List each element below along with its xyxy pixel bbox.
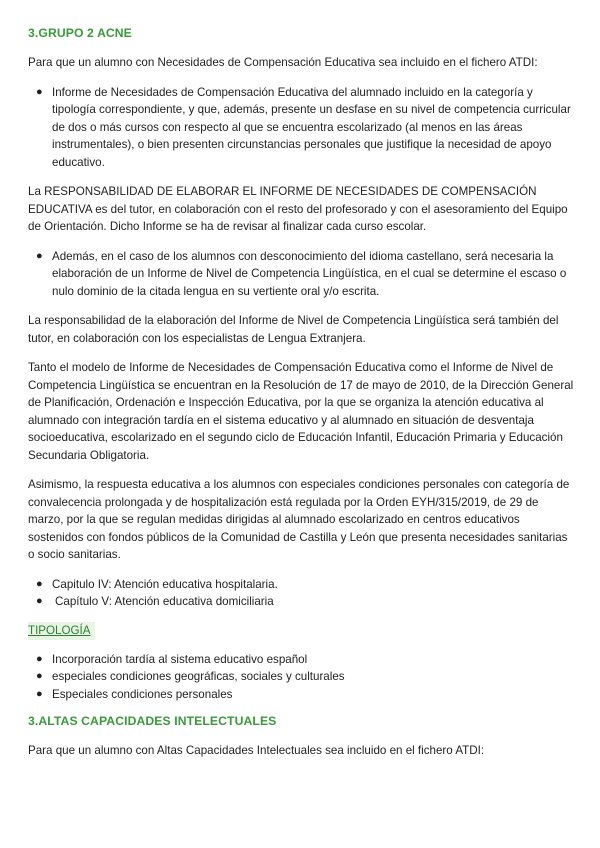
list-item <box>36 84 574 172</box>
list-item-text: Informe de Necesidades de Compensación Educativa del alumnado incluido en la categoría y tipología correspondiente, y que, además, presente un desfase en su nivel de competencia curricular de dos o más cursos con respecto al que se encuentra escolarizado (al menos en las áreas instrumentales), o bien presenten circunstancias personales que justifique la necesidad de apoyo educativo. <box>52 85 571 169</box>
section-heading-grupo2-acne: 3.GRUPO 2 ACNE <box>28 26 132 40</box>
section-heading-altas-capacidades: 3.ALTAS CAPACIDADES INTELECTUALES <box>28 714 277 728</box>
language-list <box>28 248 574 301</box>
list-item-text: Capítulo V: Atención educativa domiciliaria <box>55 595 274 608</box>
bullet-icon: ● <box>36 577 43 590</box>
bullet-icon: ● <box>36 595 43 607</box>
requirements-list <box>28 84 574 172</box>
list-item-text: Especiales condiciones personales <box>52 687 233 701</box>
responsibility-paragraph: La RESPONSABILIDAD DE ELABORAR EL INFORME DE NECESIDADES DE COMPENSACIÓN EDUCATIVA es del tutor, en colaboración con el resto del profesorado y con el asesoramiento del Equipo de Orientación. Dicho Informe se ha de revisar al finalizar cada curso escolar. <box>28 185 568 233</box>
capitulos-list <box>28 576 574 611</box>
list-item <box>36 651 574 669</box>
bullet-icon: ● <box>36 652 43 665</box>
bullet-icon: ● <box>36 687 43 700</box>
asimismo-paragraph: Asimismo, la respuesta educativa a los alumnos con especiales condiciones personales con categoría de convalecencia prolongada y de hospitalización está regulada por la Orden EYH/315/2019, de 29 de marzo, por la que se regulan medidas dirigidas al alumnado escolarizado en centros educativos sostenidos con fondos públicos de la Comunidad de Castilla y León que presenta necesidades sanitarias o socio sanitarias. <box>28 478 570 561</box>
list-item-text: Además, en el caso de los alumnos con desconocimiento del idioma castellano, será necesaria la elaboración de un Informe de Nivel de Competencia Lingüística, en el cual se determine el escaso o nulo dominio de la citada lengua en su vertiente oral y/o escrita. <box>52 249 567 298</box>
tipologia-heading: TIPOLOGÍA <box>28 622 95 640</box>
list-item <box>36 668 574 686</box>
list-item <box>36 248 574 301</box>
list-item-text: Incorporación tardía al sistema educativo español <box>52 652 308 666</box>
list-item <box>36 686 574 704</box>
bullet-icon: ● <box>36 670 43 682</box>
tipologia-list <box>28 651 574 704</box>
list-item-text: Capitulo IV: Atención educativa hospitalaria. <box>52 577 278 591</box>
modelo-paragraph: Tanto el modelo de Informe de Necesidades de Compensación Educativa como el Informe de Nivel de Competencia Lingüística se encuentran en la Resolución de 17 de mayo de 2010, de la Dirección General de Planificación, Ordenación e Inspección Educativa, por la que se organiza la atención educativa al alumnado con integración tardía en el sistema educativo y al alumnado en situación de desventaja socioeducativa, escolarizado en el segundo ciclo de Educación Infantil, Educación Primaria y Educación Secundaria Obligatoria. <box>28 361 574 462</box>
list-item-text: especiales condiciones geográficas, sociales y culturales <box>52 670 345 683</box>
bullet-icon: ● <box>36 85 43 98</box>
document-page <box>28 26 574 772</box>
intro-paragraph: Para que un alumno con Necesidades de Compensación Educativa sea incluido en el fichero ATDI: <box>28 56 538 69</box>
list-item <box>36 576 574 594</box>
tutor-paragraph: La responsabilidad de la elaboración del Informe de Nivel de Competencia Lingüística será también del tutor, en colaboración con los especialistas de Lengua Extranjera. <box>28 314 559 345</box>
altas-capacidades-intro: Para que un alumno con Altas Capacidades Intelectuales sea incluido en el fichero ATDI: <box>28 744 485 757</box>
bullet-icon: ● <box>36 249 43 262</box>
list-item <box>36 593 574 611</box>
